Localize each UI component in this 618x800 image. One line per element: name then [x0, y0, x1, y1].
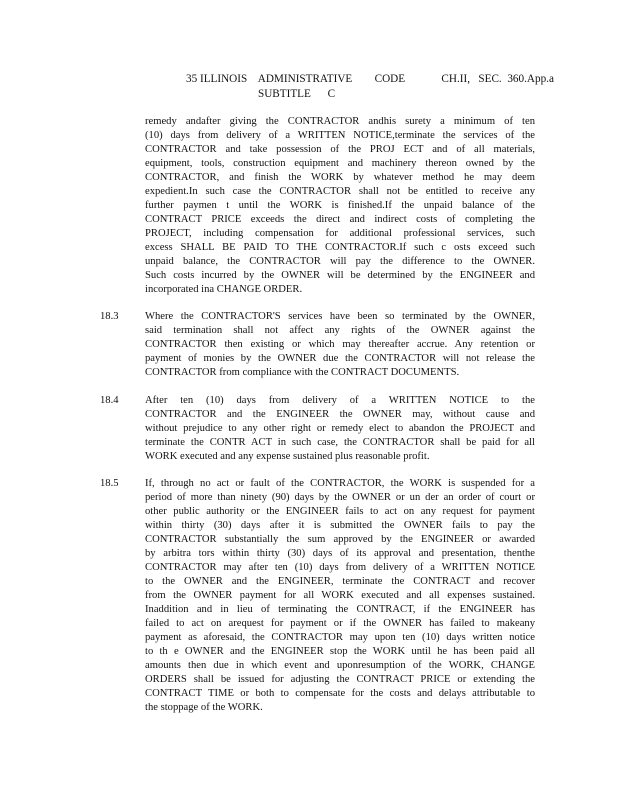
text-line: (10) days from delivery of a WRITTEN NOTICE,terminate the services of the [145, 130, 535, 141]
text-line: CONTRACTOR and take possession of the PROJ ECT and of all materials, [145, 144, 535, 155]
text-line: to th e OWNER and the ENGINEER stop the WORK until he has been paid all [145, 646, 535, 657]
text-line: Inaddition and in lieu of terminating the CONTRACT, if the ENGINEER has [145, 604, 535, 615]
text-line: period of more than ninety (90) days by the OWNER or un der an order of court or [145, 492, 535, 503]
text-line: further paymen t until the WORK is finished.If the unpaid balance of the [145, 200, 535, 211]
text-line: terminate the CONTR ACT in such case, the CONTRACTOR shall be paid for all [145, 437, 535, 448]
text-line: CONTRACTOR substantially the sum approved by the ENGINEER or awarded [145, 534, 535, 545]
text-line: expedient.In such case the CONTRACTOR shall not be entitled to receive any [145, 186, 535, 197]
text-line: remedy andafter giving the CONTRACTOR andhis surety a minimum of ten [145, 116, 535, 127]
text-line: WORK executed and any expense sustained plus reasonable profit. [145, 451, 430, 462]
text-line: incorporated ina CHANGE ORDER. [145, 284, 303, 295]
text-line: payment of monies by the OWNER due the CONTRACTOR will not release the [145, 353, 535, 364]
text-line: by arbitra tors within thirty (30) days of its approval and presentation, thenthe [145, 548, 535, 559]
header-subtitle: SUBTITLE C [258, 88, 336, 100]
text-line: within thirty (30) days after it is submitted the OWNER fails to pay the [145, 520, 535, 531]
text-line: Where the CONTRACTOR'S services have been so terminated by the OWNER, [145, 311, 535, 322]
text-line: CONTRACT PRICE exceeds the direct and indirect costs of completing the [145, 214, 535, 225]
text-line: unpaid balance, the CONTRACTOR will pay the difference to the OWNER. [145, 256, 535, 267]
text-line: CONTRACT TIME or both to compensate for the costs and delays attributable to [145, 688, 535, 699]
header-citation: 35 ILLINOIS ADMINISTRATIVE CODE CH.II, SEC. 360.App.a [186, 73, 554, 85]
text-line: the stoppage of the WORK. [145, 702, 263, 713]
text-line: failed to act on arequest for payment or if the OWNER has failed to makeany [145, 618, 535, 629]
page-header [186, 72, 554, 102]
paragraph-18-5 [145, 477, 535, 715]
text-line: CONTRACTOR and the ENGINEER the OWNER may, without cause and [145, 409, 535, 420]
text-line: payment as aforesaid, the CONTRACTOR may upon ten (10) days written notice [145, 632, 535, 643]
paragraph-18-3 [145, 310, 535, 380]
paragraph-18-4 [145, 394, 535, 464]
text-line: After ten (10) days from delivery of a WRITTEN NOTICE to the [145, 395, 535, 406]
text-line: ORDERS shall be issued for adjusting the CONTRACT PRICE or extending the [145, 674, 535, 685]
text-line: If, through no act or fault of the CONTRACTOR, the WORK is suspended for a [145, 478, 535, 489]
text-line: other public authority or the ENGINEER fails to act on any request for payment [145, 506, 535, 517]
text-line: CONTRACTOR may after ten (10) days from delivery of a WRITTEN NOTICE [145, 562, 535, 573]
text-line: CONTRACTOR from compliance with the CONTRACT DOCUMENTS. [145, 367, 460, 378]
text-line: excess SHALL BE PAID TO THE CONTRACTOR.If such c osts exceed such [145, 242, 535, 253]
text-line: Such costs incurred by the OWNER will be determined by the ENGINEER and [145, 270, 535, 281]
text-line: equipment, tools, construction equipment and machinery thereon owned by the [145, 158, 535, 169]
paragraph-continuation [145, 115, 535, 297]
section-number-18-3: 18.3 [100, 311, 119, 322]
text-line: CONTRACTOR, and finish the WORK by whatever method he may deem [145, 172, 535, 183]
text-line: to the OWNER and the ENGINEER, terminate the CONTRACT and recover [145, 576, 535, 587]
text-line: from the OWNER payment for all WORK executed and all expenses sustained. [145, 590, 535, 601]
text-line: PROJECT, including compensation for additional professional services, such [145, 228, 535, 239]
section-number-18-5: 18.5 [100, 478, 119, 489]
text-line: amounts then due in which event and uponresumption of the WORK, CHANGE [145, 660, 535, 671]
section-number-18-4: 18.4 [100, 395, 119, 406]
text-line: said termination shall not affect any rights of the OWNER against the [145, 325, 535, 336]
text-line: CONTRACTOR then existing or which may thereafter accrue. Any retention or [145, 339, 535, 350]
text-line: without prejudice to any other right or remedy elect to abandon the PROJECT and [145, 423, 535, 434]
